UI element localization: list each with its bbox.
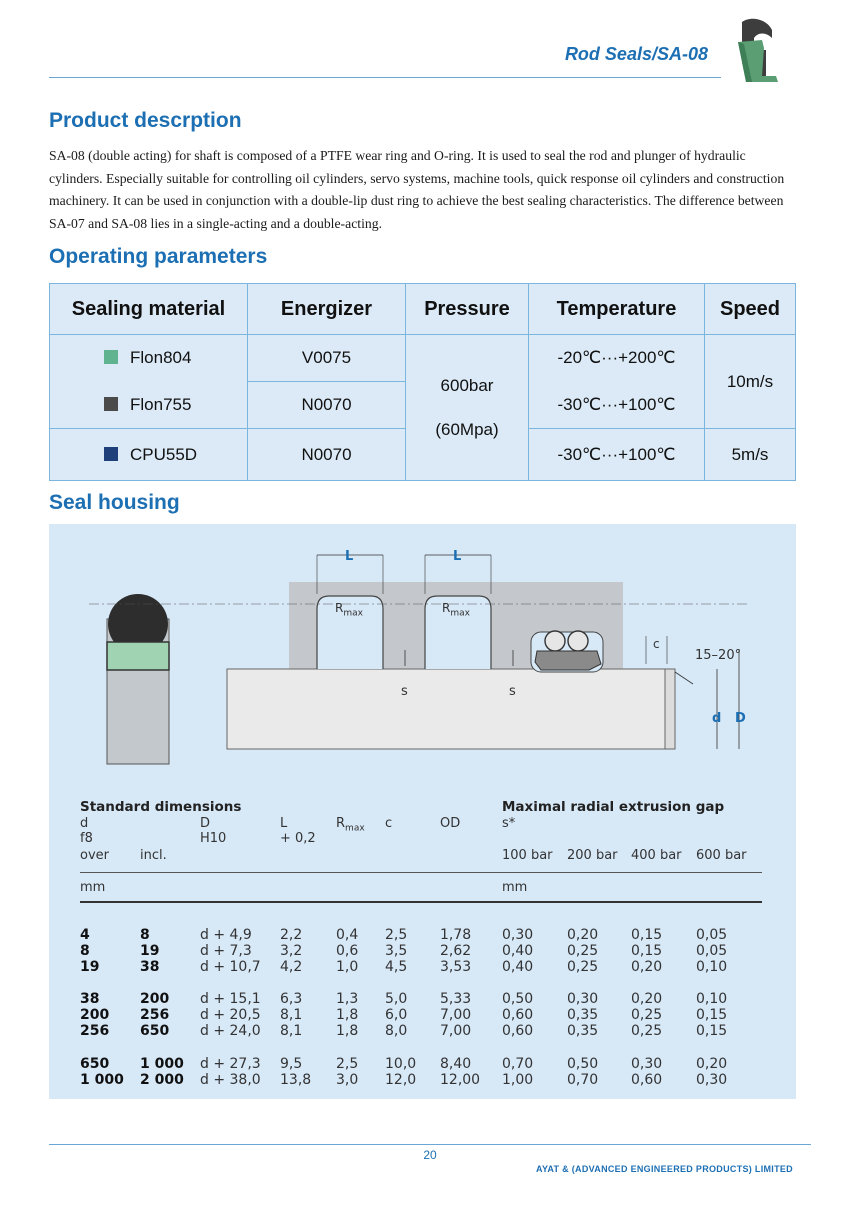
dim-cell-OD: 3,53	[440, 959, 472, 975]
dim-cell-s-100: 0,60	[502, 1023, 534, 1039]
dim-cell-s-600: 0,15	[696, 1023, 728, 1039]
operating-heading: Operating parameters	[49, 245, 268, 268]
dim-r-sub: max	[343, 608, 363, 619]
dim-rmax-2	[442, 601, 470, 618]
dim-cell-incl: 200	[140, 991, 170, 1007]
dim-cell-s-200: 0,30	[567, 991, 599, 1007]
dim-cell-Rmax: 3,0	[336, 1072, 359, 1088]
dim-cell-over: 19	[80, 959, 100, 975]
dim-cell-s-100: 0,50	[502, 991, 534, 1007]
dim-cell-over: 650	[80, 1056, 110, 1072]
footer-divider	[49, 1144, 811, 1145]
page-number: 20	[423, 1148, 437, 1162]
dim-L-1: L	[345, 549, 354, 564]
col-Rmax	[336, 816, 365, 834]
dim-cell-Rmax: 1,0	[336, 959, 359, 975]
housing-heading: Seal housing	[49, 491, 180, 514]
dim-r-label: R	[335, 601, 344, 615]
material-name: Flon755	[130, 394, 192, 414]
energizer-cell: N0070	[248, 382, 406, 429]
col-energizer: Energizer	[248, 284, 406, 335]
material-name: CPU55D	[130, 444, 198, 464]
dim-cell-incl: 38	[140, 959, 160, 975]
dim-cell-s-200: 0,35	[567, 1023, 599, 1039]
col-200bar: 200 bar	[567, 848, 618, 863]
dim-cell-D: d + 7,3	[200, 943, 252, 959]
dim-cell-s-600: 0,10	[696, 991, 728, 1007]
dim-cell-incl: 256	[140, 1007, 170, 1023]
dim-r-label: R	[442, 601, 451, 615]
material-swatch	[104, 447, 118, 461]
col-sealing-material: Sealing material	[50, 284, 248, 335]
dim-cell-s-400: 0,30	[631, 1056, 663, 1072]
dim-cell-s-400: 0,20	[631, 991, 663, 1007]
dim-cell-L: 13,8	[280, 1072, 312, 1088]
dim-rmax-1	[335, 601, 363, 618]
dim-cell-Rmax: 0,4	[336, 927, 359, 943]
company-name: AYAT & (ADVANCED ENGINEERED PRODUCTS) LIMITED	[535, 1164, 793, 1174]
dim-cell-D: d + 10,7	[200, 959, 261, 975]
col-L-tolerance: + 0,2	[280, 831, 316, 846]
material-swatch	[104, 350, 118, 364]
dim-cell-s-600: 0,05	[696, 927, 728, 943]
description-heading: Product descrption	[49, 109, 242, 132]
col-600bar: 600 bar	[696, 848, 747, 863]
dim-cell-D: d + 24,0	[200, 1023, 261, 1039]
dim-cell-over: 38	[80, 991, 100, 1007]
col-c: c	[385, 816, 393, 831]
col-pressure: Pressure	[406, 284, 529, 335]
dim-cell-s-100: 0,40	[502, 943, 534, 959]
seal-housing-panel	[49, 524, 796, 1099]
dim-cell-s-600: 0,15	[696, 1007, 728, 1023]
dim-cell-s-400: 0,15	[631, 927, 663, 943]
temperature-cell: -20℃···+200℃	[529, 335, 705, 382]
dim-cell-over: 8	[80, 943, 90, 959]
dim-cell-OD: 5,33	[440, 991, 472, 1007]
dim-cell-s-100: 1,00	[502, 1072, 534, 1088]
dim-cell-s-400: 0,15	[631, 943, 663, 959]
dim-cell-L: 6,3	[280, 991, 303, 1007]
dim-cell-L: 2,2	[280, 927, 303, 943]
col-over: over	[80, 848, 109, 863]
col-speed: Speed	[705, 284, 796, 335]
dim-L-2: L	[453, 549, 462, 564]
col-incl: incl.	[140, 848, 167, 863]
table-header-row	[50, 284, 796, 335]
page-header-title: Rod Seals/SA-08	[564, 44, 708, 64]
dim-c: c	[653, 637, 660, 651]
material-cell	[50, 335, 248, 382]
dim-cell-D: d + 20,5	[200, 1007, 261, 1023]
dim-cell-c: 6,0	[385, 1007, 408, 1023]
col-R-sub: max	[345, 823, 365, 834]
pressure-mpa: (60Mpa)	[435, 419, 499, 439]
dim-cell-s-100: 0,70	[502, 1056, 534, 1072]
dim-cell-s-400: 0,25	[631, 1007, 663, 1023]
col-100bar: 100 bar	[502, 848, 553, 863]
dim-cell-Rmax: 1,3	[336, 991, 359, 1007]
col-temperature: Temperature	[529, 284, 705, 335]
energizer-cell: N0070	[248, 429, 406, 481]
dim-cell-s-200: 0,20	[567, 927, 599, 943]
material-swatch	[104, 397, 118, 411]
speed-cell: 5m/s	[705, 429, 796, 481]
dim-r-sub: max	[450, 608, 470, 619]
header-rule-2	[80, 901, 762, 903]
dim-cell-s-200: 0,50	[567, 1056, 599, 1072]
dim-s-1: s	[401, 684, 408, 699]
dim-cell-s-400: 0,60	[631, 1072, 663, 1088]
dim-cell-D: d + 4,9	[200, 927, 252, 943]
dim-cell-s-100: 0,40	[502, 959, 534, 975]
dim-cell-incl: 2 000	[140, 1072, 184, 1088]
dim-cell-OD: 12,00	[440, 1072, 481, 1088]
table-row	[50, 335, 796, 382]
seal-profile-icon	[732, 14, 782, 86]
dim-cell-incl: 650	[140, 1023, 170, 1039]
dim-cell-L: 8,1	[280, 1023, 303, 1039]
material-name: Flon804	[130, 348, 192, 368]
header-rule-1	[80, 872, 762, 873]
dim-cell-OD: 8,40	[440, 1056, 472, 1072]
dim-cell-OD: 7,00	[440, 1007, 472, 1023]
dim-cell-D: d + 27,3	[200, 1056, 261, 1072]
dim-cell-OD: 2,62	[440, 943, 472, 959]
dim-cell-OD: 7,00	[440, 1023, 472, 1039]
col-400bar: 400 bar	[631, 848, 682, 863]
col-D: D	[200, 816, 211, 831]
dim-cell-D: d + 38,0	[200, 1072, 261, 1088]
dim-cell-c: 8,0	[385, 1023, 408, 1039]
dim-cell-s-400: 0,25	[631, 1023, 663, 1039]
col-R-label: R	[336, 816, 346, 831]
dim-cell-s-600: 0,05	[696, 943, 728, 959]
dim-cell-L: 8,1	[280, 1007, 303, 1023]
energizer-cell: V0075	[248, 335, 406, 382]
col-OD: OD	[440, 816, 461, 831]
col-f8: f8	[80, 831, 93, 846]
unit-mm-2: mm	[502, 880, 528, 895]
dim-cell-Rmax: 1,8	[336, 1023, 359, 1039]
unit-mm-1: mm	[80, 880, 106, 895]
dim-d: d	[712, 711, 722, 726]
dim-cell-over: 256	[80, 1023, 110, 1039]
dim-cell-s-100: 0,30	[502, 927, 534, 943]
dim-cell-c: 2,5	[385, 927, 408, 943]
pressure-cell	[406, 335, 529, 481]
operating-parameters-table	[49, 283, 796, 481]
dim-cell-Rmax: 0,6	[336, 943, 359, 959]
dim-cell-c: 12,0	[385, 1072, 417, 1088]
col-H10: H10	[200, 831, 227, 846]
dim-cell-OD: 1,78	[440, 927, 472, 943]
dim-cell-c: 10,0	[385, 1056, 417, 1072]
temperature-cell: -30℃···+100℃	[529, 382, 705, 429]
dim-cell-incl: 8	[140, 927, 150, 943]
dim-s-2: s	[509, 684, 516, 699]
dim-cell-s-100: 0,60	[502, 1007, 534, 1023]
dim-cell-over: 1 000	[80, 1072, 124, 1088]
std-dimensions-heading: Standard dimensions	[80, 799, 242, 815]
col-s: s*	[502, 816, 516, 831]
dim-cell-c: 5,0	[385, 991, 408, 1007]
col-L: L	[280, 816, 288, 831]
dim-cell-L: 4,2	[280, 959, 303, 975]
dim-cell-s-600: 0,30	[696, 1072, 728, 1088]
seal-housing-diagram	[49, 524, 796, 774]
dim-cell-over: 200	[80, 1007, 110, 1023]
dim-cell-s-200: 0,70	[567, 1072, 599, 1088]
extrusion-gap-heading: Maximal radial extrusion gap	[502, 799, 725, 815]
material-cell	[50, 429, 248, 481]
dim-angle: 15–20°	[695, 648, 742, 663]
col-d: d	[80, 816, 89, 831]
dim-cell-over: 4	[80, 927, 90, 943]
pressure-value: 600bar	[440, 375, 494, 395]
dim-cell-incl: 19	[140, 943, 160, 959]
material-cell	[50, 382, 248, 429]
dim-cell-c: 3,5	[385, 943, 408, 959]
dim-cell-L: 3,2	[280, 943, 303, 959]
dim-D: D	[735, 711, 746, 726]
header-divider	[49, 77, 721, 78]
dim-cell-D: d + 15,1	[200, 991, 261, 1007]
dim-cell-s-200: 0,35	[567, 1007, 599, 1023]
dim-cell-incl: 1 000	[140, 1056, 184, 1072]
dim-cell-s-200: 0,25	[567, 959, 599, 975]
temperature-cell: -30℃···+100℃	[529, 429, 705, 481]
dim-cell-L: 9,5	[280, 1056, 303, 1072]
dim-cell-Rmax: 1,8	[336, 1007, 359, 1023]
speed-cell: 10m/s	[705, 335, 796, 429]
description-text: SA-08 (double acting) for shaft is composed of a PTFE wear ring and O-ring. It is used to seal the rod and plunger of hydraulic cylinders. Especially suitable for controlling oil cylinders, servo systems, machine tools, quick response oil cylinders and construction machinery. It can be used in conjunction with a double-lip dust ring to achieve the best sealing characteristics. The difference between SA-07 and SA-08 lies in a single-acting and a double-acting.	[49, 148, 785, 231]
dim-cell-s-200: 0,25	[567, 943, 599, 959]
dim-cell-s-400: 0,20	[631, 959, 663, 975]
dim-cell-c: 4,5	[385, 959, 408, 975]
dim-cell-s-600: 0,20	[696, 1056, 728, 1072]
dim-cell-s-600: 0,10	[696, 959, 728, 975]
dim-cell-Rmax: 2,5	[336, 1056, 359, 1072]
